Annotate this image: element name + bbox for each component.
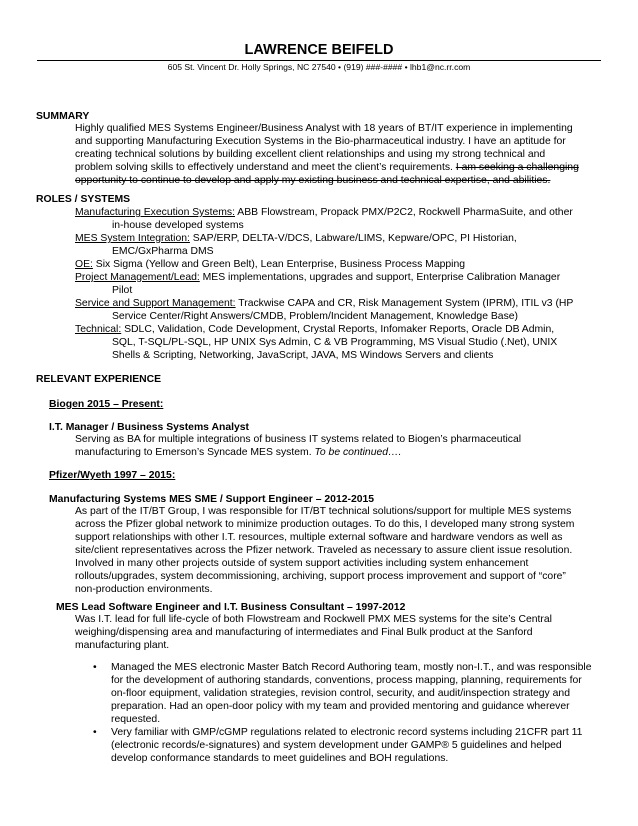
summary-text <box>75 122 595 187</box>
biogen-description <box>75 433 595 459</box>
mes-lead-description <box>75 613 595 652</box>
role-continuation: SQL, T-SQL/PL-SQL, HP UNIX Sys Admin, C & VB Programming, MS Visual Studio (.Net), UNIX <box>112 337 558 348</box>
role-continuation: Shells & Scripting, Networking, JavaScript, JAVA, MS Windows Servers and clients <box>112 350 494 361</box>
role-text: SAP/ERP, DELTA-V/DCS, Labware/LIMS, Kepware/OPC, PI Historian, <box>189 233 517 244</box>
role-continuation: Service Center/Right Answers/CMDB, Problem/Incident Management, Knowledge Base) <box>112 311 519 322</box>
role-continuation: EMC/GxPharma DMS <box>112 246 214 257</box>
bullet-line: on-floor equipment, validation strategies, revision control, security, and audit/inspection strategy and <box>111 688 570 699</box>
experience-heading: RELEVANT EXPERIENCE <box>36 374 162 385</box>
bullet-line: develop conformance standards to meet guidelines and BOH regulations. <box>111 753 449 764</box>
role-item <box>75 297 605 323</box>
role-text: Trackwise CAPA and CR, Risk Management System (IPRM), ITIL v3 (HP <box>235 298 574 309</box>
bullet-line: Very familiar with GMP/cGMP regulations related to electronic record systems including 21CFR part 11 <box>111 727 583 738</box>
bullet-item <box>93 661 613 726</box>
mes-lead-line: weighing/dispensing area and manufacturing of intermediates and Final Bulk product at the Sanford <box>75 627 533 638</box>
summary-struck-line: opportunity to continue to develop and apply my existing business and technical expertise, and abilities. <box>75 175 551 186</box>
mes-sme-line: Involved in many other projects outside of system support activities including system enhancement <box>75 558 529 569</box>
mes-lead-line: Was I.T. lead for full life-cycle of both Flowstream and Rockwell PMX MES systems for the site’s Central <box>75 614 552 625</box>
role-continuation: in-house developed systems <box>112 220 244 231</box>
mes-sme-description <box>75 505 595 596</box>
summary-line <box>75 161 595 174</box>
to-be-continued: To be continued…. <box>314 447 402 458</box>
job-title-mes-lead: MES Lead Software Engineer and I.T. Business Consultant – 1997-2012 <box>56 602 406 613</box>
mes-sme-line: non-production environments. <box>75 584 213 595</box>
role-item <box>75 323 605 362</box>
bullet-icon: • <box>93 727 97 738</box>
role-text: MES implementations, upgrades and support, Enterprise Calibration Manager <box>199 272 561 283</box>
roles-list <box>75 206 605 362</box>
role-item <box>75 232 605 258</box>
biogen-line <box>75 446 595 459</box>
role-label: OE: <box>75 259 93 270</box>
mes-sme-line: support relationships with other I.T. resources, multiple external software and hardware vendors as well as <box>75 532 563 543</box>
resume-name: LAWRENCE BEIFELD <box>244 42 394 58</box>
summary-heading: SUMMARY <box>36 111 90 122</box>
summary-struck-text: I am seeking a challenging <box>455 162 579 173</box>
contact-line: 605 St. Vincent Dr. Holly Springs, NC 27540 • (919) ###-#### • lhb1@nc.rr.com <box>167 62 471 72</box>
role-item <box>75 271 605 297</box>
company-biogen: Biogen 2015 – Present: <box>49 399 164 410</box>
bullet-line: for the development of authoring standards, conventions, process mapping, planning, requirements for <box>111 675 582 686</box>
role-text: Six Sigma (Yellow and Green Belt), Lean Enterprise, Business Process Mapping <box>92 259 466 270</box>
bullet-line: preparation. Had an open-door policy with my team and provided mentoring and guidance wherever <box>111 701 570 712</box>
roles-heading: ROLES / SYSTEMS <box>36 194 131 205</box>
bullet-line: requested. <box>111 714 161 725</box>
summary-line: Highly qualified MES Systems Engineer/Business Analyst with 18 years of BT/IT experience in implementing <box>75 123 573 134</box>
mes-lead-line: manufacturing plant. <box>75 640 170 651</box>
role-label: MES System Integration: <box>75 233 190 244</box>
mes-sme-line: across the Pfizer global network to minimize production outages. To do this, I developed many strong system <box>75 519 575 530</box>
role-text: ABB Flowstream, Propack PMX/P2C2, Rockwell PharmaSuite, and other <box>234 207 573 218</box>
role-label: Technical: <box>75 324 122 335</box>
summary-line: creating technical solutions by building excellent client relationships and using my strong technical and <box>75 149 546 160</box>
role-label: Project Management/Lead: <box>75 272 200 283</box>
bullet-icon: • <box>93 662 97 673</box>
job-title-biogen: I.T. Manager / Business Systems Analyst <box>49 422 249 433</box>
mes-sme-line: As part of the IT/BT Group, I was responsible for IT/BT technical solutions/support for multiple MES systems <box>75 506 572 517</box>
role-continuation: Pilot <box>112 285 133 296</box>
summary-line-plain: problem solving skills to effectively understand and meet the client’s requirements. <box>75 162 456 173</box>
mes-lead-bullets <box>93 661 613 765</box>
bullet-item <box>93 726 613 765</box>
biogen-line: Serving as BA for multiple integrations of business IT systems related to Biogen’s pharmaceutical <box>75 434 522 445</box>
biogen-line-plain: manufacturing to Emerson’s Syncade MES system. <box>75 447 315 458</box>
role-item <box>75 206 605 232</box>
job-title-mes-sme: Manufacturing Systems MES SME / Support Engineer – 2012-2015 <box>49 494 375 505</box>
role-text: SDLC, Validation, Code Development, Crystal Reports, Infomaker Reports, Oracle DB Admin, <box>121 324 555 335</box>
summary-line: and supporting Manufacturing Execution Systems in the Bio-pharmaceutical industry. I have an aptitude for <box>75 136 566 147</box>
mes-sme-line: site/client representatives across the Pfizer network. Traveled as necessary to assure client issue resolution. <box>75 545 573 556</box>
bullet-line: (electronic records/e-signatures) and system development under GAMP® 5 guidelines and helped <box>111 740 562 751</box>
role-item <box>75 258 605 271</box>
company-pfizer: Pfizer/Wyeth 1997 – 2015: <box>49 470 176 481</box>
header-divider <box>37 60 601 61</box>
mes-sme-line: rollouts/upgrades, system decommissioning, archiving, support process improvement and support of “core” <box>75 571 566 582</box>
bullet-line: Managed the MES electronic Master Batch Record Authoring team, mostly non-I.T., and was responsible <box>111 662 592 673</box>
role-label: Manufacturing Execution Systems: <box>75 207 235 218</box>
role-label: Service and Support Management: <box>75 298 236 309</box>
